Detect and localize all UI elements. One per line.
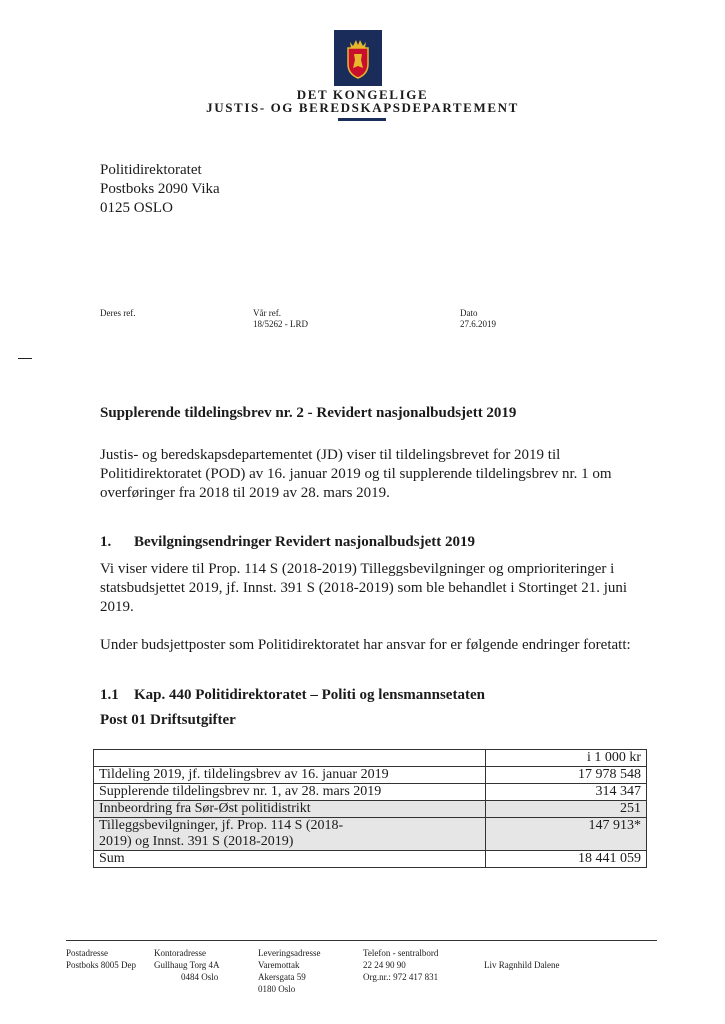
table-cell-label: Tildeling 2019, jf. tildelingsbrev av 16. januar 2019	[94, 767, 486, 784]
table-row	[94, 784, 647, 801]
footer-line: Telefon - sentralbord	[363, 948, 439, 958]
recipient-line: 0125 OSLO	[100, 200, 173, 216]
section-1-title: Bevilgningsendringer Revidert nasjonalbudsjett 2019	[134, 534, 475, 550]
footer-line: Akersgata 59	[258, 972, 306, 982]
recipient-line: Politidirektoratet	[100, 162, 202, 178]
table-cell-amount: 251	[486, 801, 647, 818]
ref-dato	[460, 308, 496, 330]
footer-line: Kontoradresse	[154, 948, 206, 958]
footer-line: 0484 Oslo	[181, 972, 219, 982]
table-sum-row	[94, 851, 647, 868]
ref-deres	[100, 308, 135, 319]
footer-line: Varemottak	[258, 960, 300, 970]
scan-mark	[18, 358, 32, 359]
footer-kontoradresse	[154, 947, 220, 983]
ref-var-label: Vår ref.	[253, 308, 281, 318]
budget-table	[93, 749, 647, 868]
footer-saksbehandler: Liv Ragnhild Dalene	[484, 960, 560, 970]
footer-line: Postadresse	[66, 948, 108, 958]
table-row	[94, 801, 647, 818]
ref-dato-value: 27.6.2019	[460, 319, 496, 329]
ref-var-value: 18/5262 - LRD	[253, 319, 308, 329]
table-cell-label: Sum	[94, 851, 486, 868]
ref-var	[253, 308, 308, 330]
recipient-line: Postboks 2090 Vika	[100, 181, 220, 197]
footer-rule	[66, 940, 657, 941]
table-cell	[94, 750, 486, 767]
section-1-under-paragraph: Under budsjettposter som Politidirektoratet har ansvar for er følgende endringer foretatt:	[100, 637, 631, 653]
recipient-address	[100, 161, 220, 218]
footer-line: 22 24 90 90	[363, 960, 406, 970]
department-line-2: JUSTIS- OG BEREDSKAPSDEPARTEMENT	[206, 100, 519, 115]
section-1-number: 1.	[100, 534, 112, 550]
intro-paragraph: Justis- og beredskapsdepartementet (JD) viser til tildelingsbrevet for 2019 til Politidirektoratet (POD) av 16. januar 2019 og til supplerende tildelingsbrev nr. 1 om overføringer fra 2018 til 2019 av 28. mars 2019.	[100, 447, 612, 501]
table-cell-amount: 314 347	[486, 784, 647, 801]
letterhead-rule	[338, 118, 386, 121]
letter-subject: Supplerende tildelingsbrev nr. 2 - Revidert nasjonalbudsjett 2019	[100, 405, 517, 421]
ref-dato-label: Dato	[460, 308, 478, 318]
footer-line: Postboks 8005 Dep	[66, 960, 137, 970]
section-1-1-heading	[100, 687, 485, 704]
section-1-heading	[100, 534, 475, 551]
department-line-1: DET KONGELIGE	[296, 87, 429, 102]
table-cell-label: Innbeordring fra Sør-Øst politidistrikt	[94, 801, 486, 818]
footer-telefon	[363, 947, 438, 983]
table-row	[94, 818, 647, 851]
table-header-row	[94, 750, 647, 767]
section-1-1-number: 1.1	[100, 687, 119, 703]
footer-postadresse	[66, 947, 136, 971]
footer-line: Gullhaug Torg 4A	[154, 960, 220, 970]
table-unit: i 1 000 kr	[486, 750, 647, 767]
footer-leveringsadresse	[258, 947, 320, 995]
table-cell-amount: 147 913*	[486, 818, 647, 851]
post-heading: Post 01 Driftsutgifter	[100, 712, 236, 728]
ref-deres-label: Deres ref.	[100, 308, 136, 318]
section-1-1-title: Kap. 440 Politidirektoratet – Politi og lensmannsetaten	[134, 687, 485, 703]
table-row	[94, 767, 647, 784]
table-cell-amount: 17 978 548	[486, 767, 647, 784]
coat-of-arms-icon	[334, 30, 382, 86]
table-cell-label: Tilleggsbevilgninger, jf. Prop. 114 S (2018-2019) og Innst. 391 S (2018-2019)	[94, 818, 486, 851]
table-cell-label: Supplerende tildelingsbrev nr. 1, av 28. mars 2019	[94, 784, 486, 801]
table-cell-amount: 18 441 059	[486, 851, 647, 868]
footer-line: Leveringsadresse	[258, 948, 321, 958]
footer-line: Org.nr.: 972 417 831	[363, 972, 439, 982]
section-1-paragraph: Vi viser videre til Prop. 114 S (2018-2019) Tilleggsbevilgninger og omprioriteringer i statsbudsjettet 2019, jf. Innst. 391 S (2018-2019) som ble behandlet i Stortinget 21. juni 2019.	[100, 561, 628, 615]
footer-line: 0180 Oslo	[258, 984, 296, 994]
